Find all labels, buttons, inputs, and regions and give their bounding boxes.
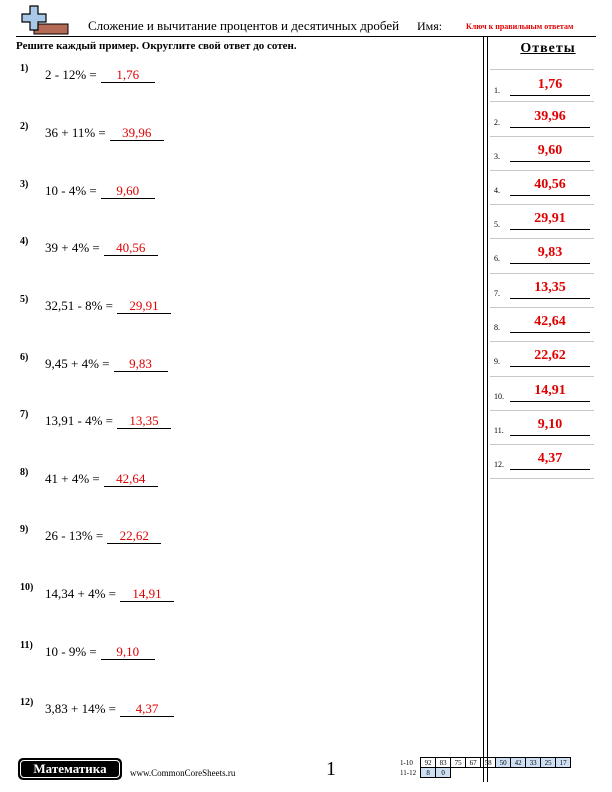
score-row — [398, 768, 571, 778]
question-number: 11) — [20, 640, 33, 651]
answer-value: 4,37 — [510, 449, 590, 470]
score-row-label: 11-12 — [400, 768, 417, 777]
question-expression: 32,51 - 8% = — [45, 298, 113, 313]
plus-logo-icon — [20, 4, 70, 36]
instructions: Решите каждый пример. Округлите свой ответ до сотен. — [16, 40, 297, 52]
answer-row-10 — [494, 376, 594, 402]
answer-number: 2. — [494, 118, 500, 127]
question-expression: 26 - 13% = — [45, 528, 104, 543]
answer-number: 10. — [494, 392, 504, 401]
answer-row-11 — [494, 410, 594, 436]
question-number: 7) — [20, 409, 29, 420]
question-expression: 39 + 4% = — [45, 240, 100, 255]
score-cell: 42 — [511, 758, 526, 768]
question-number: 5) — [20, 294, 29, 305]
answer-number: 8. — [494, 323, 500, 332]
answer-panel-divider — [487, 37, 488, 782]
answer-value: 13,35 — [510, 278, 590, 299]
answer-value: 9,60 — [510, 141, 590, 162]
question-number: 6) — [20, 352, 29, 363]
answer-number: 5. — [494, 220, 500, 229]
answer-value: 40,56 — [510, 175, 590, 196]
answer-number: 3. — [494, 152, 500, 161]
answer-blank: 29,91 — [117, 299, 171, 314]
answer-blank: 22,62 — [107, 529, 161, 544]
score-cell: 83 — [436, 758, 451, 768]
answers-title: Ответы — [520, 41, 576, 56]
answer-value: 1,76 — [510, 75, 590, 96]
name-label: Имя: — [417, 19, 443, 33]
question-expression: 36 + 11% = — [45, 125, 106, 140]
answer-blank: 42,64 — [104, 472, 158, 487]
answer-number: 7. — [494, 289, 500, 298]
answer-value: 9,10 — [510, 415, 590, 436]
answer-row-9 — [494, 341, 594, 367]
question-expression: 10 - 9% = — [45, 644, 97, 659]
question-expression: 10 - 4% = — [45, 183, 97, 198]
answer-number: 4. — [494, 186, 500, 195]
answer-blank: 9,10 — [101, 645, 155, 660]
answer-blank: 1,76 — [101, 68, 155, 83]
answer-row-1 — [494, 70, 594, 96]
answer-row-3 — [494, 136, 594, 162]
header-divider — [16, 36, 596, 37]
answer-row-6 — [494, 238, 594, 264]
question-number: 9) — [20, 524, 29, 535]
score-cell: 17 — [556, 758, 571, 768]
question-number: 1) — [20, 63, 29, 74]
score-cell: 67 — [466, 758, 481, 768]
question-expression: 2 - 12% = — [45, 67, 97, 82]
question-number: 2) — [20, 121, 29, 132]
subject-badge-label: Математика — [20, 760, 120, 778]
question-number: 8) — [20, 467, 29, 478]
score-cell: 75 — [451, 758, 466, 768]
question-expression: 3,83 + 14% = — [45, 701, 116, 716]
site-url: www.CommonCoreSheets.ru — [130, 768, 236, 778]
score-table — [398, 757, 571, 778]
score-row — [398, 758, 571, 768]
answer-value: 42,64 — [510, 312, 590, 333]
score-cell: 33 — [526, 758, 541, 768]
answer-row-2 — [494, 102, 594, 128]
answer-blank: 40,56 — [104, 241, 158, 256]
answer-value: 22,62 — [510, 346, 590, 367]
answer-blank: 14,91 — [120, 587, 174, 602]
answer-number: 1. — [494, 86, 500, 95]
question-number: 3) — [20, 179, 29, 190]
question-number: 12) — [20, 697, 34, 708]
score-cell: 25 — [541, 758, 556, 768]
answer-row-4 — [494, 170, 594, 196]
question-number: 10) — [20, 582, 34, 593]
question-number: 4) — [20, 236, 29, 247]
question-expression: 41 + 4% = — [45, 471, 100, 486]
worksheet-title: Сложение и вычитание процентов и десятичных дробей — [88, 18, 400, 33]
answer-key-label: Ключ к правильным ответам — [466, 22, 574, 31]
answer-blank: 9,83 — [114, 357, 168, 372]
page-number: 1 — [326, 758, 336, 780]
score-cell: 50 — [496, 758, 511, 768]
answer-blank: 39,96 — [110, 126, 164, 141]
answer-row-8 — [494, 307, 594, 333]
answer-blank: 9,60 — [101, 184, 155, 199]
subject-badge — [18, 758, 122, 780]
score-cell: 92 — [421, 758, 436, 768]
score-cell: 0 — [436, 768, 451, 778]
answer-blank: 4,37 — [120, 702, 174, 717]
score-row-label: 1-10 — [400, 758, 413, 767]
answer-value: 39,96 — [510, 107, 590, 128]
answer-number: 9. — [494, 357, 500, 366]
answer-row-7 — [494, 273, 594, 299]
answer-number: 11. — [494, 426, 504, 435]
answer-value: 29,91 — [510, 209, 590, 230]
question-expression: 14,34 + 4% = — [45, 586, 116, 601]
answer-number: 12. — [494, 460, 504, 469]
score-cell: 58 — [481, 758, 496, 768]
answer-row-5 — [494, 204, 594, 230]
question-expression: 13,91 - 4% = — [45, 413, 113, 428]
answer-row-12 — [494, 444, 594, 470]
answer-separator — [490, 478, 594, 479]
answer-panel-divider — [483, 37, 484, 782]
answer-value: 9,83 — [510, 243, 590, 264]
answer-value: 14,91 — [510, 381, 590, 402]
answer-number: 6. — [494, 254, 500, 263]
question-expression: 9,45 + 4% = — [45, 356, 110, 371]
answer-blank: 13,35 — [117, 414, 171, 429]
score-cell: 8 — [421, 768, 436, 778]
